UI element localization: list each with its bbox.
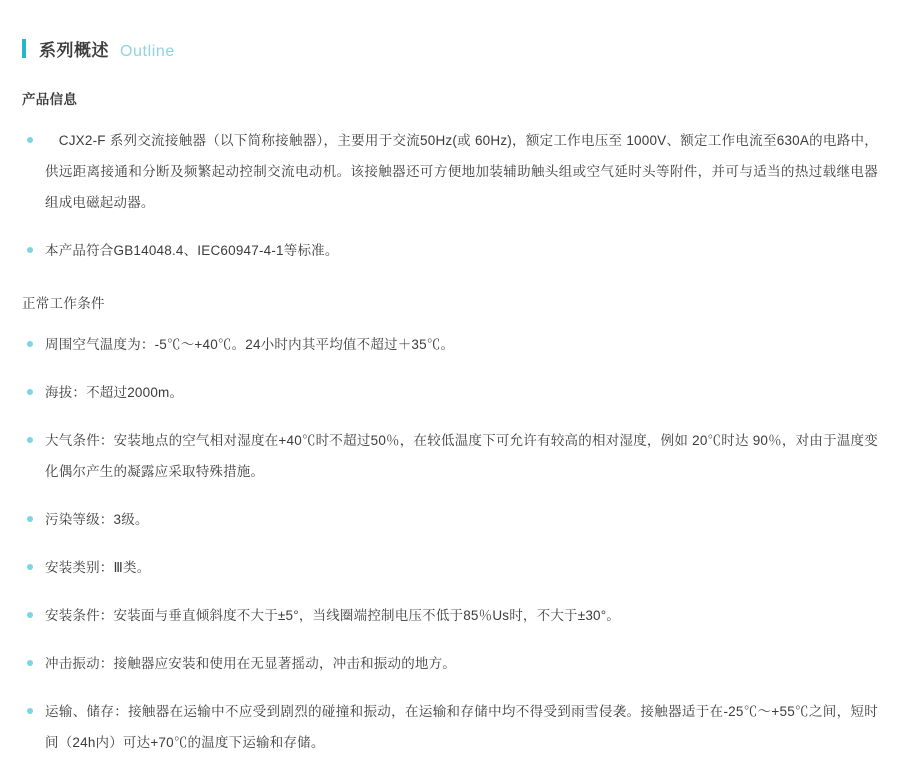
bullet-dot-icon	[27, 137, 33, 143]
list-item-text: 冲击振动：接触器应安装和使用在无显著摇动，冲击和振动的地方。	[45, 656, 456, 671]
bullet-dot-icon	[27, 437, 33, 443]
page-title-english: Outline	[120, 43, 175, 60]
list-item-text: 污染等级：3级。	[45, 512, 149, 527]
list-item	[22, 377, 878, 408]
list-item	[22, 329, 878, 360]
list-item-text: 安装类别：Ⅲ类。	[45, 560, 151, 575]
list-item-text: 大气条件：安装地点的空气相对湿度在+40℃时不超过50％，在较低温度下可允许有较高的相对湿度，例如 20℃时达 90％，对由于温度变化偶尔产生的凝露应采取特殊措施。	[45, 433, 878, 479]
section-header	[22, 36, 878, 61]
list-item	[22, 552, 878, 583]
bullet-dot-icon	[27, 660, 33, 666]
list-item	[22, 504, 878, 535]
accent-bar-icon	[22, 39, 26, 58]
bullet-dot-icon	[27, 247, 33, 253]
bullet-dot-icon	[27, 389, 33, 395]
list-item-text: 安装条件：安装面与垂直倾斜度不大于±5°，当线圈端控制电压不低于85％Us时，不大于±30°。	[45, 608, 621, 623]
list-item-text: CJX2-F 系列交流接触器（以下简称接触器），主要用于交流50Hz(或 60Hz)，额定工作电压至 1000V、额定工作电流至630A的电路中，供远距离接通和分断及频繁起动控制交流电动机。该接触器还可方便地加装辅助触头组或空气延时头等附件，并可与适当的热过载继电器组成电磁起动器。	[45, 133, 878, 210]
list-item	[22, 696, 878, 758]
bullet-dot-icon	[27, 708, 33, 714]
bullet-dot-icon	[27, 341, 33, 347]
section-heading-product-info: 产品信息	[22, 92, 78, 107]
bullet-dot-icon	[27, 516, 33, 522]
list-item-text: 周围空气温度为：-5℃～+40℃。24小时内其平均值不超过＋35℃。	[45, 337, 455, 352]
list-item	[22, 648, 878, 679]
list-item	[22, 125, 878, 218]
list-item-text: 海拔：不超过2000m。	[45, 385, 184, 400]
section-product-info	[22, 88, 878, 266]
section-heading-working-conditions: 正常工作条件	[22, 296, 105, 311]
bullet-list-working-conditions	[22, 329, 878, 758]
bullet-dot-icon	[27, 612, 33, 618]
list-item-text: 本产品符合GB14048.4、IEC60947-4-1等标准。	[45, 243, 339, 258]
list-item	[22, 235, 878, 266]
list-item	[22, 425, 878, 487]
bullet-dot-icon	[27, 564, 33, 570]
bullet-list-product-info	[22, 125, 878, 266]
section-working-conditions	[22, 292, 878, 758]
page-title: 系列概述	[39, 41, 109, 60]
list-item-text: 运输、储存：接触器在运输中不应受到剧烈的碰撞和振动，在运输和存储中均不得受到雨雪侵袭。接触器适于在-25℃～+55℃之间，短时间（24h内）可达+70℃的温度下运输和存储。	[45, 704, 878, 750]
list-item	[22, 600, 878, 631]
